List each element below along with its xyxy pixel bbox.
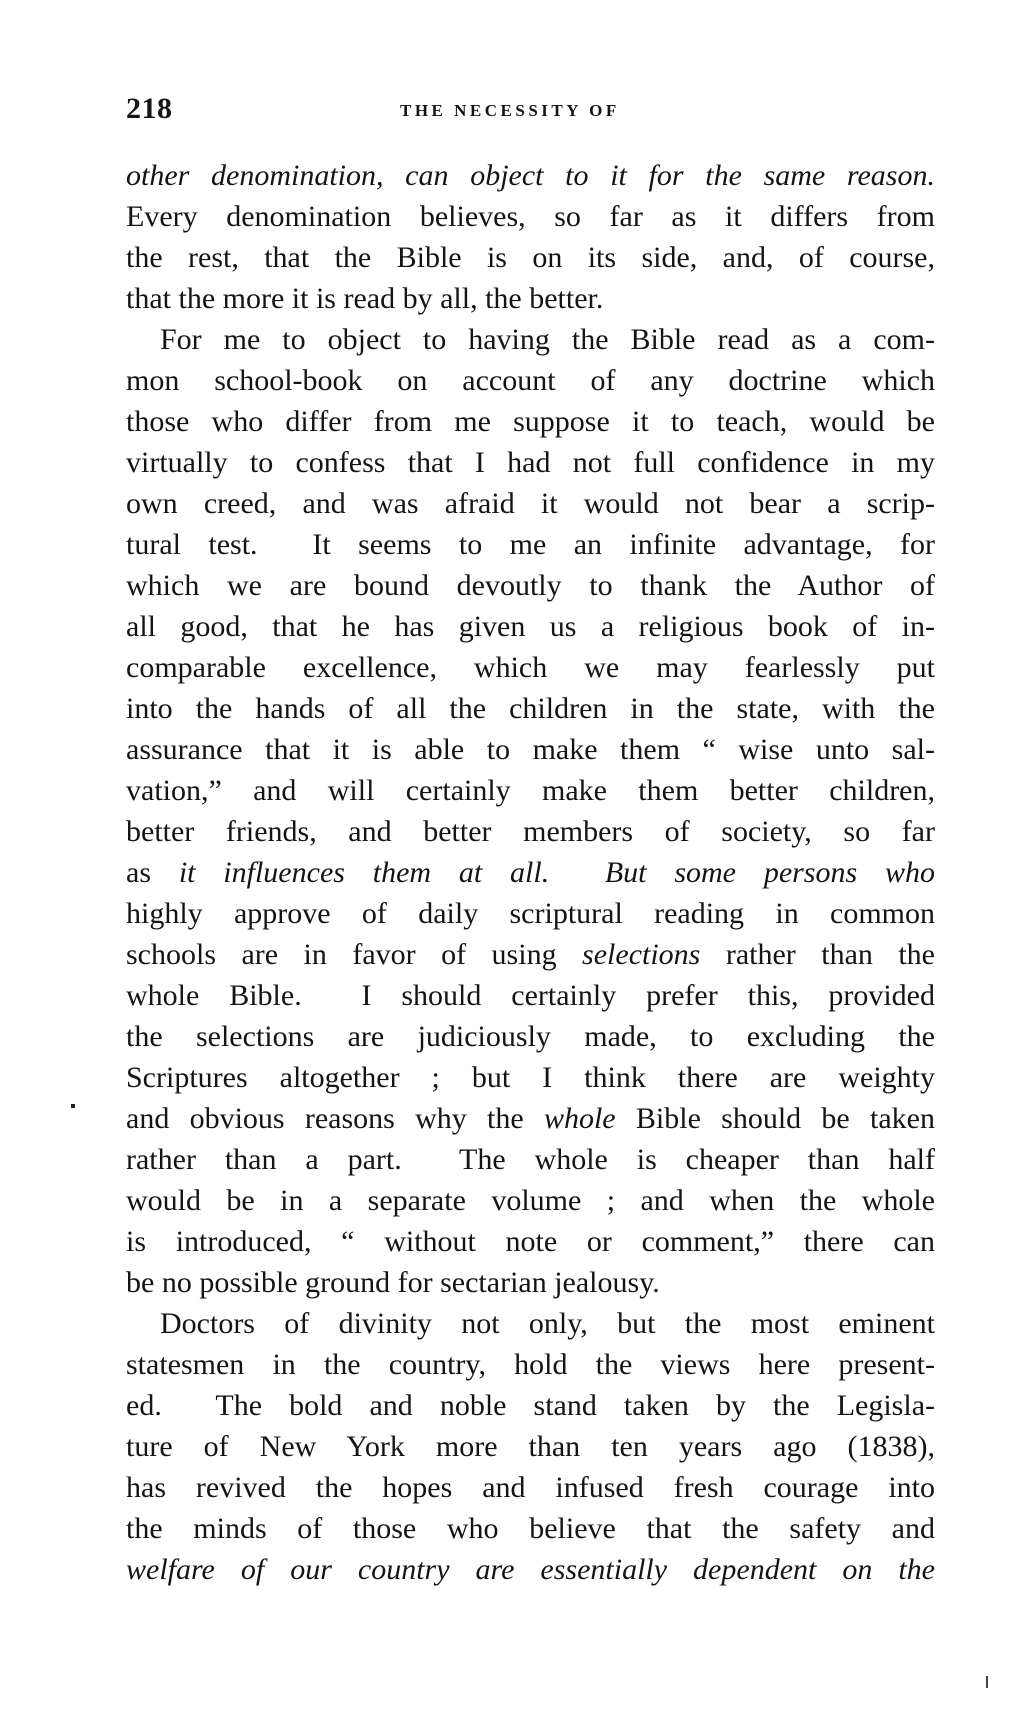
text-line	[126, 1262, 935, 1303]
page-number: 218	[126, 92, 173, 125]
text-segment: Scriptures altogether ; but I think there are weighty	[126, 1061, 935, 1094]
text-segment	[549, 856, 605, 889]
text-segment: vation,” and will certainly make them better children,	[126, 774, 935, 807]
text-segment: the minds of those who believe that the safety and	[126, 1512, 935, 1545]
text-segment: comparable excellence, which we may fearlessly put	[126, 651, 935, 684]
text-line	[126, 852, 935, 893]
text-segment: For me to object to having the Bible read as a com-	[160, 323, 935, 356]
text-segment: assurance that it is able to make them “ wise unto sal-	[126, 733, 935, 766]
margin-tick	[986, 1676, 988, 1688]
text-segment: into the hands of all the children in the state, with the	[126, 692, 935, 725]
text-line	[126, 934, 935, 975]
text-line	[126, 893, 935, 934]
text-line	[126, 606, 935, 647]
text-line	[126, 360, 935, 401]
text-line	[126, 647, 935, 688]
text-segment: statesmen in the country, hold the views here present-	[126, 1348, 935, 1381]
text-segment: which we are bound devoutly to thank the Author of	[126, 569, 935, 602]
text-segment: better friends, and better members of society, so far	[126, 815, 935, 848]
text-line	[126, 196, 935, 237]
text-line	[126, 319, 935, 360]
text-segment: ed. The bold and noble stand taken by the Legisla-	[126, 1389, 935, 1422]
italic-text: selections	[582, 938, 701, 971]
paragraph	[126, 319, 935, 1303]
text-segment: that the more it is read by all, the better.	[126, 282, 604, 315]
text-segment: rather than the	[700, 938, 935, 971]
text-segment: ture of New York more than ten years ago (1838),	[126, 1430, 935, 1463]
italic-text: But some persons who	[604, 856, 935, 889]
text-line	[126, 1016, 935, 1057]
text-line	[126, 442, 935, 483]
text-segment: the rest, that the Bible is on its side, and, of course,	[126, 241, 935, 274]
text-line	[126, 1508, 935, 1549]
text-line	[126, 524, 935, 565]
text-line	[126, 1549, 935, 1590]
text-segment: rather than a part. The whole is cheaper than half	[126, 1143, 935, 1176]
text-line	[126, 975, 935, 1016]
text-segment: has revived the hopes and infused fresh courage into	[126, 1471, 935, 1504]
text-line	[126, 565, 935, 606]
text-segment: virtually to confess that I had not full confidence in my	[126, 446, 935, 479]
text-line	[126, 811, 935, 852]
italic-text: whole	[543, 1102, 616, 1135]
running-head: THE NECESSITY OF	[400, 101, 620, 120]
text-line	[126, 770, 935, 811]
text-segment: mon school-book on account of any doctrine which	[126, 364, 935, 397]
text-line	[126, 729, 935, 770]
text-line	[126, 1467, 935, 1508]
paragraph	[126, 1303, 935, 1590]
text-line	[126, 1221, 935, 1262]
italic-text: welfare of our country are essentially dependent on the	[126, 1553, 935, 1586]
text-segment: the selections are judiciously made, to excluding the	[126, 1020, 935, 1053]
text-line	[126, 155, 935, 196]
text-segment: own creed, and was afraid it would not bear a scrip-	[126, 487, 935, 520]
text-segment: whole Bible. I should certainly prefer this, provided	[126, 979, 935, 1012]
text-segment: schools are in favor of using	[126, 938, 583, 971]
text-segment: would be in a separate volume ; and when the whole	[126, 1184, 935, 1217]
text-line	[126, 1180, 935, 1221]
body-text	[126, 155, 935, 1590]
text-segment: highly approve of daily scriptural reading in common	[126, 897, 935, 930]
text-segment: and obvious reasons why the	[126, 1102, 544, 1135]
text-segment: those who differ from me suppose it to teach, would be	[126, 405, 935, 438]
text-line	[126, 1303, 935, 1344]
text-segment: Doctors of divinity not only, but the most eminent	[160, 1307, 935, 1340]
text-segment: be no possible ground for sectarian jealousy.	[126, 1266, 660, 1299]
italic-text: it influences them at all.	[178, 856, 550, 889]
page-header	[126, 92, 938, 132]
text-segment: Every denomination believes, so far as it differs from	[126, 200, 935, 233]
text-segment: is introduced, “ without note or comment,” there can	[126, 1225, 935, 1258]
text-line	[126, 1385, 935, 1426]
text-segment: as	[126, 856, 179, 889]
text-line	[126, 1057, 935, 1098]
text-line	[126, 237, 935, 278]
text-line	[126, 401, 935, 442]
text-segment: tural test. It seems to me an infinite advantage, for	[126, 528, 935, 561]
text-line	[126, 1344, 935, 1385]
text-line	[126, 483, 935, 524]
text-line	[126, 1098, 935, 1139]
text-line	[126, 278, 935, 319]
italic-text: other denomination, can object to it for the same reason.	[126, 159, 935, 192]
text-line	[126, 1139, 935, 1180]
text-segment: Bible should be taken	[615, 1102, 935, 1135]
margin-speck	[71, 1104, 75, 1108]
paragraph	[126, 155, 935, 319]
text-line	[126, 1426, 935, 1467]
text-segment: all good, that he has given us a religious book of in-	[126, 610, 935, 643]
text-line	[126, 688, 935, 729]
